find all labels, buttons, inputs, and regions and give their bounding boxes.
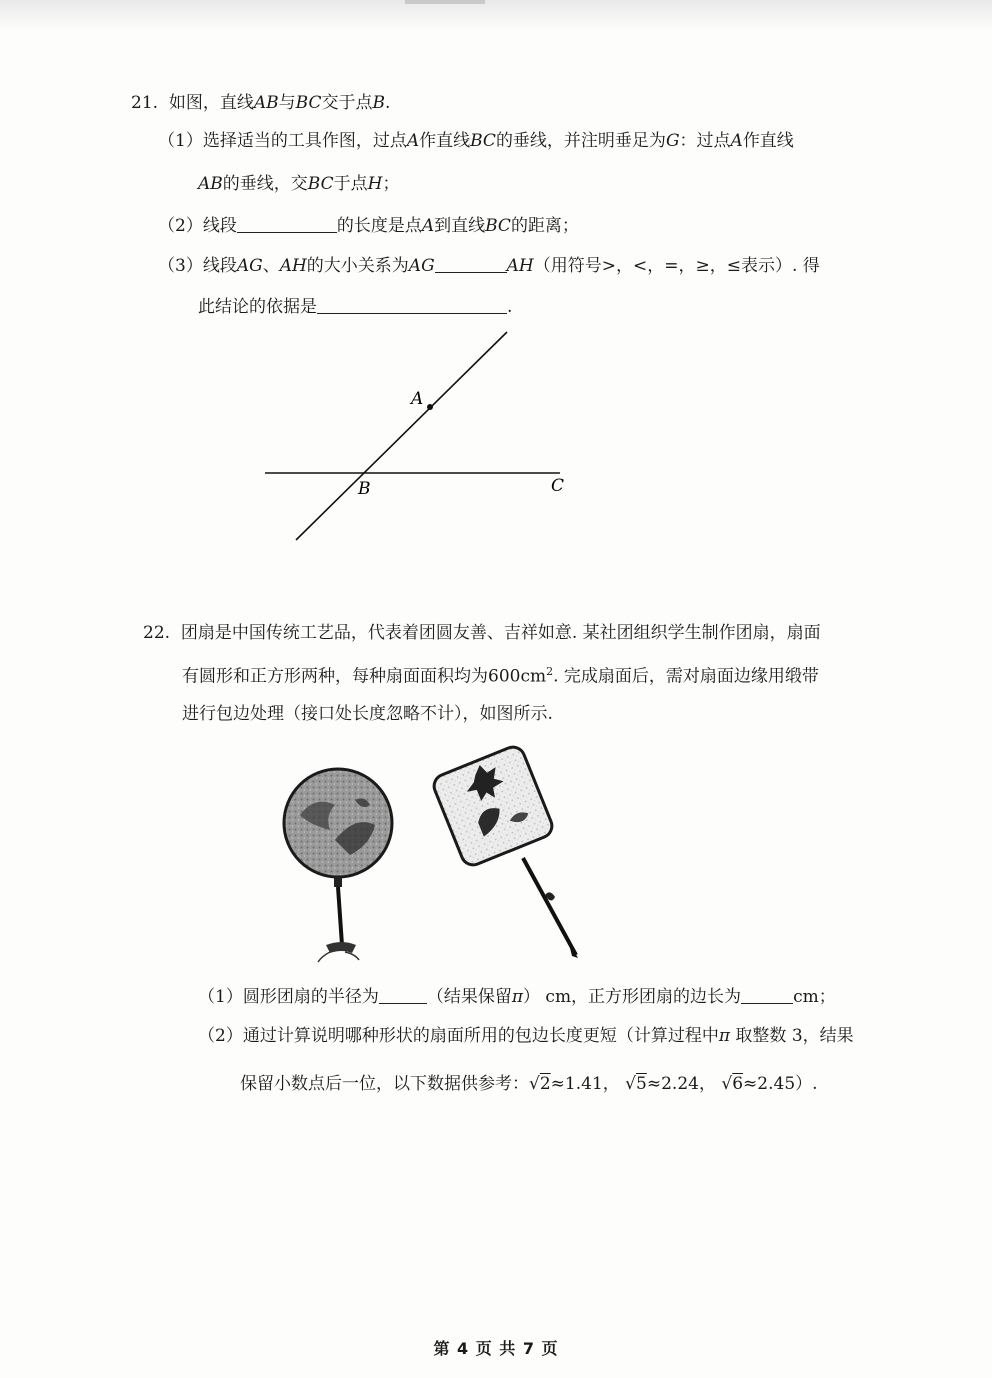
answer-blank[interactable] [741, 987, 793, 1004]
q21-part3-line1: （3）线段AG、AH的大小关系为AG AH（用符号>，<，=，≥，≤表示）. 得 [158, 256, 820, 276]
q21-part3-line2: 此结论的依据是 . [198, 297, 513, 317]
round-fan-image [284, 769, 392, 962]
q21-part1-line2: AB的垂线，交BC于点H； [198, 174, 400, 194]
square-fan-image [431, 744, 578, 958]
answer-blank[interactable] [379, 987, 427, 1004]
q22-part1: （1）圆形团扇的半径为 （结果保留π） cm，正方形团扇的边长为 cm； [198, 987, 836, 1007]
q22-intro-line1: 22. 团扇是中国传统工艺品，代表着团圆友善、吉祥如意. 某社团组织学生制作团扇，扇面 [143, 623, 821, 643]
q22-intro-line2: 有圆形和正方形两种，每种扇面面积均为$600cm^2$. 完成扇面后，需对扇面边缘用缎带 [182, 665, 819, 687]
q21-part2: （2）线段 的长度是点A到直线BC的距离； [158, 216, 579, 236]
q21-stem: 21. 如图，直线AB与BC交于点B. [131, 93, 391, 113]
label-a: A [411, 389, 424, 409]
page-footer: 第 4 页 共 7 页 [433, 1339, 559, 1358]
q21-part1-line1: （1）选择适当的工具作图，过点A作直线BC的垂线，并注明垂足为G：过点A作直线 [158, 131, 794, 151]
q22-part2-line2: 保留小数点后一位，以下数据供参考：√2≈1.41， √5≈2.24， √6≈2.45）. [240, 1074, 818, 1094]
label-c: C [551, 476, 565, 496]
q22-part2-line1: （2）通过计算说明哪种形状的扇面所用的包边长度更短（计算过程中π 取整数 3，结果 [198, 1026, 854, 1046]
label-b: B [358, 479, 371, 499]
q22-intro-line3: 进行包边处理（接口处长度忽略不计），如图所示. [182, 704, 553, 724]
